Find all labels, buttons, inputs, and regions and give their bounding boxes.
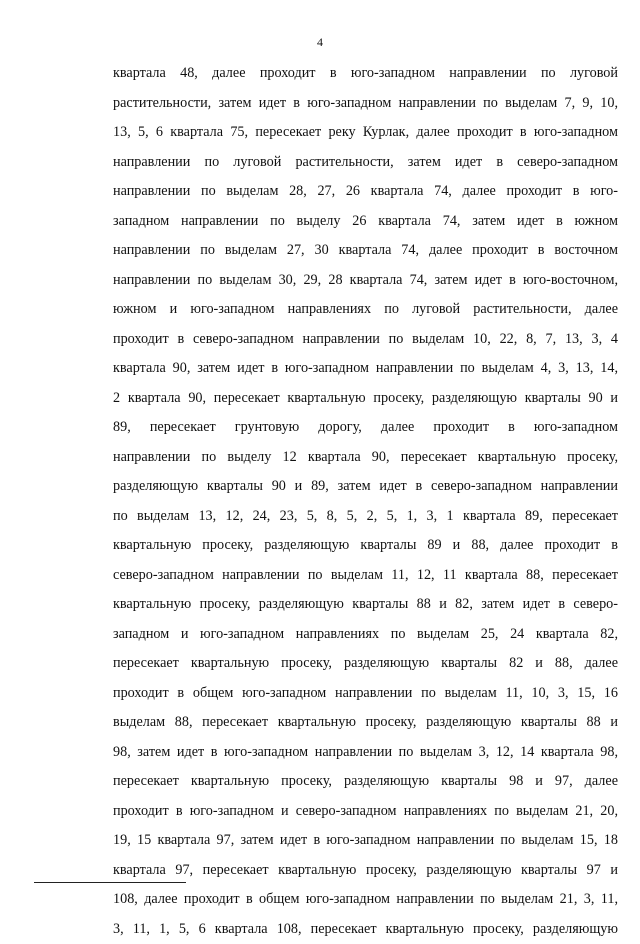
text-line: 13, 5, 6 квартала 75, пересекает реку Курлак, далее проходит в юго-западном: [113, 118, 618, 148]
text-line: направлении по выделу 12 квартала 90, пересекает квартальную просеку,: [113, 443, 618, 473]
text-line: квартала 97, пересекает квартальную просеку, разделяющую кварталы 97 и: [113, 856, 618, 886]
text-line: проходит в юго-западном и северо-западном направлениях по выделам 21, 20,: [113, 797, 618, 827]
text-line: направлении по выделам 30, 29, 28 квартала 74, затем идет в юго-восточном,: [113, 266, 618, 296]
text-line: направлении по выделам 28, 27, 26 квартала 74, далее проходит в юго-: [113, 177, 618, 207]
text-line: 3, 11, 1, 5, 6 квартала 108, пересекает квартальную просеку, разделяющую: [113, 915, 618, 944]
text-line: пересекает квартальную просеку, разделяющую кварталы 98 и 97, далее: [113, 767, 618, 797]
text-line: пересекает квартальную просеку, разделяющую кварталы 82 и 88, далее: [113, 649, 618, 679]
body-text: [113, 59, 618, 944]
page-number: 4: [0, 35, 640, 50]
text-line: западном и юго-западном направлениях по выделам 25, 24 квартала 82,: [113, 620, 618, 650]
text-line: 2 квартала 90, пересекает квартальную просеку, разделяющую кварталы 90 и: [113, 384, 618, 414]
text-line: направлении по луговой растительности, затем идет в северо-западном: [113, 148, 618, 178]
text-line: выделам 88, пересекает квартальную просеку, разделяющую кварталы 88 и: [113, 708, 618, 738]
text-line: 98, затем идет в юго-западном направлении по выделам 3, 12, 14 квартала 98,: [113, 738, 618, 768]
text-line: западном направлении по выделу 26 квартала 74, затем идет в южном: [113, 207, 618, 237]
text-line: 89, пересекает грунтовую дорогу, далее проходит в юго-западном: [113, 413, 618, 443]
text-line: квартала 48, далее проходит в юго-западном направлении по луговой: [113, 59, 618, 89]
text-line: проходит в общем юго-западном направлении по выделам 11, 10, 3, 15, 16: [113, 679, 618, 709]
text-line: квартала 90, затем идет в юго-западном направлении по выделам 4, 3, 13, 14,: [113, 354, 618, 384]
text-line: квартальную просеку, разделяющую кварталы 88 и 82, затем идет в северо-: [113, 590, 618, 620]
text-line: направлении по выделам 27, 30 квартала 74, далее проходит в восточном: [113, 236, 618, 266]
text-line: проходит в северо-западном направлении по выделам 10, 22, 8, 7, 13, 3, 4: [113, 325, 618, 355]
footnote-separator: [34, 882, 186, 883]
text-line: растительности, затем идет в юго-западном направлении по выделам 7, 9, 10,: [113, 89, 618, 119]
text-line: 19, 15 квартала 97, затем идет в юго-западном направлении по выделам 15, 18: [113, 826, 618, 856]
text-line: 108, далее проходит в общем юго-западном направлении по выделам 21, 3, 11,: [113, 885, 618, 915]
text-line: по выделам 13, 12, 24, 23, 5, 8, 5, 2, 5, 1, 3, 1 квартала 89, пересекает: [113, 502, 618, 532]
text-line: разделяющую кварталы 90 и 89, затем идет в северо-западном направлении: [113, 472, 618, 502]
text-line: северо-западном направлении по выделам 11, 12, 11 квартала 88, пересекает: [113, 561, 618, 591]
text-line: южном и юго-западном направлениях по луговой растительности, далее: [113, 295, 618, 325]
text-line: квартальную просеку, разделяющую кварталы 89 и 88, далее проходит в: [113, 531, 618, 561]
